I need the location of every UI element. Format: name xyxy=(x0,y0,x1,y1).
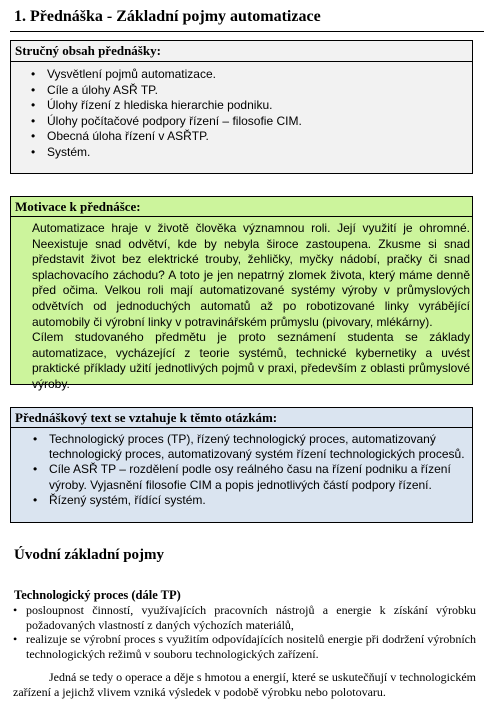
questions-box xyxy=(10,407,473,523)
bullet-icon: • xyxy=(33,462,38,477)
bullet-icon: • xyxy=(13,603,18,617)
bullet-icon: • xyxy=(31,82,36,97)
definition-list xyxy=(13,603,476,661)
bullet-icon: • xyxy=(33,432,38,446)
body-paragraph: Jedná se tedy o operace a děje s hmotou a energií, které se uskutečňují v technologickém zařízení a jejichž vlivem vzniká výsledek v podobě výrobku nebo polotovaru. xyxy=(13,670,476,699)
list-item: • realizuje se výrobní proces s využitím odpovídajících nositelů energie při dodržení výrobních technologických režimů v souboru technologických zařízení. xyxy=(13,632,476,661)
motivation-box xyxy=(10,196,473,391)
list-item: • Systém. xyxy=(31,144,91,159)
list-item: • Technologický proces (TP), řízený technologický proces, automatizovaný technologický proces, automatizovaný systém řízení technologických procesů. xyxy=(33,432,465,462)
bullet-icon: • xyxy=(31,129,36,144)
list-item: • Úlohy počítačové podpory řízení – filosofie CIM. xyxy=(31,113,302,128)
bullet-icon: • xyxy=(31,113,36,128)
list-item: • Úlohy řízení z hlediska hierarchie podniku. xyxy=(31,98,273,113)
list-item: • Cíle a úlohy ASŘ TP. xyxy=(31,82,158,97)
summary-heading-rule xyxy=(11,61,472,62)
bullet-icon: • xyxy=(31,67,36,81)
questions-list xyxy=(33,432,465,508)
bullet-icon: • xyxy=(33,492,38,507)
list-item: • Řízený systém, řídící systém. xyxy=(33,492,206,507)
motivation-text xyxy=(32,221,470,393)
list-item: • Cíle ASŘ TP – rozdělení podle osy reálného času na řízení podniku a řízení výroby. Vyjasnění filosofie CIM a popis jednotlivých částí podpory řízení. xyxy=(33,462,451,492)
summary-box xyxy=(10,40,473,174)
summary-list xyxy=(31,67,461,161)
list-item: • Vysvětlení pojmů automatizace. xyxy=(31,67,216,81)
list-item: • posloupnost činností, využívajících pracovních nástrojů a energie k získání výrobku požadovaných vlastností z daných výchozích materiálů, xyxy=(13,603,476,632)
motivation-paragraph-1: Automatizace hraje v životě člověka významnou roli. Její využití je ohromné. Neexistuje snad odvětví, kde by nebyla široce zastoupena. Zkusme si snad představit život bez elektrické trouby, žehličky, myčky nádobí, pračky či snad splachovacího záchodu? A toto je jen nepatrný zlomek života, který máme denně před očima. Velkou roli mají automatizované systémy výroby v průmyslových odvětvích od jednoduchých automatů až po robotizované linky vyrábějící automobily či výrobní linky v potravinářském průmyslu (pivovary, mlékárny). xyxy=(32,221,470,329)
title-underline xyxy=(10,31,484,32)
motivation-heading: Motivace k přednášce: xyxy=(15,199,141,214)
bullet-icon: • xyxy=(13,632,18,646)
questions-heading: Přednáškový text se vztahuje k těmto otázkám: xyxy=(15,410,278,425)
summary-heading: Stručný obsah přednášky: xyxy=(15,43,161,58)
subsection-title: Technologický proces (dále TP) xyxy=(14,588,181,602)
list-item: • Obecná úloha řízení v ASŘTP. xyxy=(31,129,209,144)
bullet-icon: • xyxy=(31,144,36,159)
section-title: Úvodní základní pojmy xyxy=(14,547,165,563)
page-title: 1. Přednáška - Základní pojmy automatizace xyxy=(14,8,321,25)
motivation-paragraph-2: Cílem studovaného předmětu je proto seznámení studenta se základy automatizace, vycházející z teorie systémů, technické kybernetiky a uvést praktické příklady užití jednotlivých pojmů v praxi, především z oblasti průmyslové výroby. xyxy=(32,330,470,391)
questions-heading-rule xyxy=(11,427,472,428)
motivation-heading-rule xyxy=(11,216,472,217)
bullet-icon: • xyxy=(31,98,36,113)
